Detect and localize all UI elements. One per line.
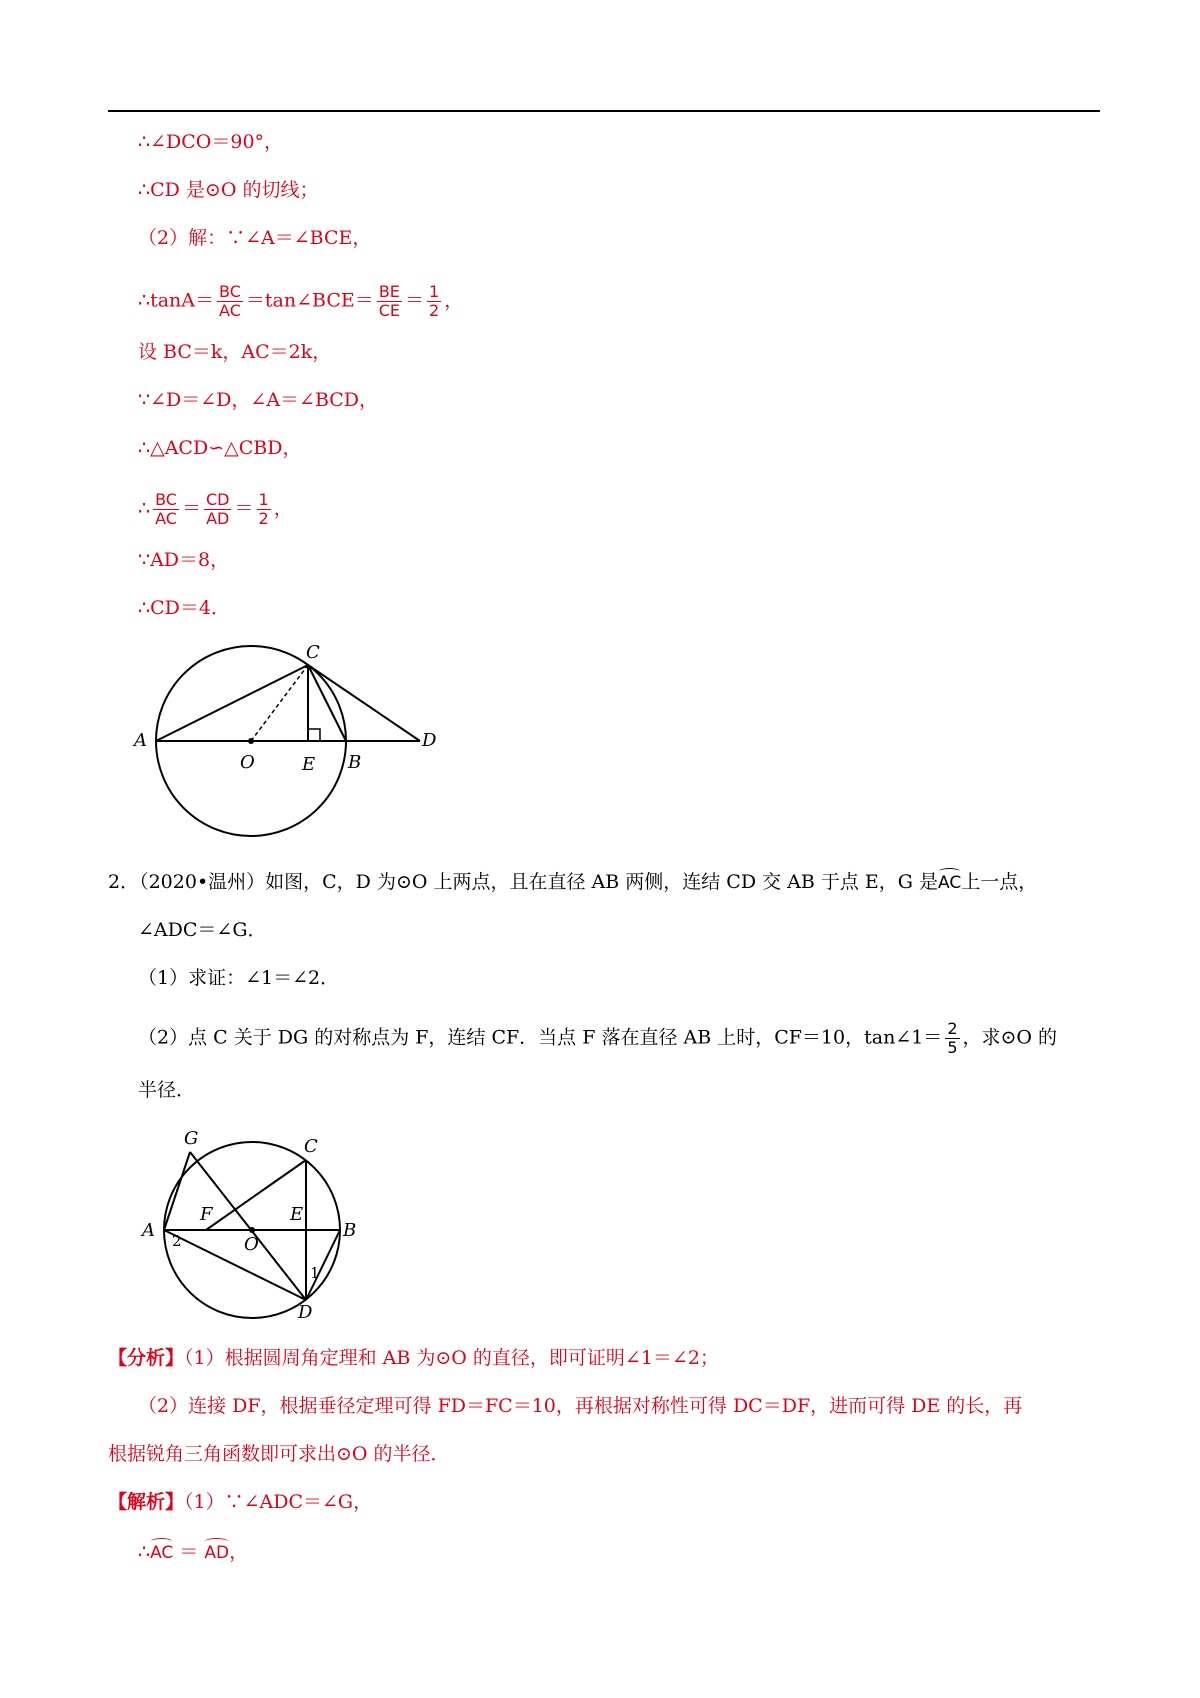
solution-line-cd: ∴CD＝4． xyxy=(138,597,230,619)
line-ad xyxy=(164,1230,306,1300)
label-angle-2: 2 xyxy=(172,1232,182,1250)
line-gd xyxy=(190,1152,306,1300)
tangent-text-c: 的切线； xyxy=(236,179,319,201)
fraction-denominator: 5 xyxy=(947,1038,958,1057)
label-c: C xyxy=(306,642,320,663)
analysis-line-1 xyxy=(108,1346,719,1370)
ratio-end: ， xyxy=(273,497,293,520)
tangent-text-a: ∴CD 是 xyxy=(138,179,205,201)
line-ga xyxy=(164,1152,190,1230)
fraction-denominator: 2 xyxy=(258,509,269,528)
label-angle-1: 1 xyxy=(310,1264,320,1282)
circle-o-symbol: ⊙O xyxy=(204,179,237,201)
figure-2-circle-chords xyxy=(140,1120,370,1320)
fraction-one-half xyxy=(427,283,441,320)
arc-ac: AC xyxy=(150,1543,174,1563)
label-a: A xyxy=(134,730,147,751)
arc-ad: AD xyxy=(204,1543,230,1563)
solution-line-angles: ∵∠D＝∠D，∠A＝∠BCD， xyxy=(138,389,379,411)
center-point xyxy=(248,738,254,744)
right-angle-mark xyxy=(308,729,320,741)
solution-tag: 【解析】 xyxy=(108,1491,185,1513)
fraction-be-ce xyxy=(377,283,402,320)
solution-line-similar: ∴△ACD∽△CBD， xyxy=(138,437,302,459)
label-b: B xyxy=(343,1220,357,1241)
fraction-denominator: AC xyxy=(219,301,241,320)
solution-line-angle-dco: ∴∠DCO＝90°， xyxy=(138,131,284,153)
fraction-numerator: BC xyxy=(219,282,241,301)
tan-pre: ∴tanA＝ xyxy=(138,289,215,312)
problem-2-text-a: 2．（2020•温州）如图，C，D 为⊙O 上两点，且在直径 AB 两侧，连结 CD 交 AB 于点 E，G 是 xyxy=(108,871,938,893)
analysis-line-2: （2）连接 DF，根据垂径定理可得 FD＝FC＝10，再根据对称性可得 DC＝DF，进而可得 DE 的长，再 xyxy=(138,1395,1023,1417)
line-cd xyxy=(308,665,420,741)
solution-line-tan xyxy=(138,283,463,320)
part-2-text-b: ，求⊙O 的 xyxy=(962,1026,1058,1049)
part-2-text-a: （2）点 C 关于 DG 的对称点为 F，连结 CF．当点 F 落在直径 AB 上时，CF＝10，tan∠1＝ xyxy=(138,1026,943,1049)
center-point xyxy=(249,1227,255,1233)
ratio-eq1: ＝ xyxy=(181,497,201,520)
fraction-denominator: AC xyxy=(155,509,177,528)
label-e: E xyxy=(290,1204,304,1225)
analysis-tag: 【分析】 xyxy=(108,1347,185,1369)
solution-end: ， xyxy=(229,1541,249,1563)
label-e: E xyxy=(302,754,316,775)
ratio-eq2: ＝ xyxy=(234,497,254,520)
problem-2-text-b: 上一点， xyxy=(961,871,1038,893)
fraction-numerator: 1 xyxy=(429,282,440,301)
fraction-numerator: BC xyxy=(155,490,177,509)
fraction-one-half xyxy=(257,491,271,528)
analysis-text-1: （1）根据圆周角定理和 AB 为⊙O 的直径，即可证明∠1＝∠2； xyxy=(184,1347,719,1369)
fraction-bc-ac xyxy=(153,491,179,528)
fraction-numerator: 2 xyxy=(947,1019,958,1038)
tan-end: ， xyxy=(444,289,464,312)
solution-equals: ＝ xyxy=(173,1541,205,1563)
solution-therefore: ∴ xyxy=(138,1541,151,1563)
label-o: O xyxy=(240,752,255,773)
line-ac xyxy=(156,665,308,741)
problem-2-part-2 xyxy=(138,1020,1057,1057)
tan-eq: ＝ xyxy=(405,289,425,312)
fraction-two-fifths xyxy=(945,1020,959,1057)
fraction-denominator: CE xyxy=(378,301,401,320)
analysis-line-3: 根据锐角三角函数即可求出⊙O 的半径． xyxy=(108,1443,450,1465)
label-d: D xyxy=(298,1302,313,1320)
solution-line-2 xyxy=(138,1540,248,1565)
problem-2-line-2: ∠ADC＝∠G． xyxy=(138,919,267,941)
solution-text-1: （1）∵∠ADC＝∠G， xyxy=(184,1491,373,1513)
label-f: F xyxy=(200,1204,213,1225)
solution-line-let: 设 BC＝k，AC＝2k， xyxy=(138,341,332,363)
label-g: G xyxy=(184,1128,199,1149)
solution-line-1 xyxy=(108,1490,372,1514)
arc-ac: AC xyxy=(938,873,962,893)
label-b: B xyxy=(348,752,362,773)
solution-line-ad: ∵AD＝8， xyxy=(138,549,230,571)
fraction-numerator: CD xyxy=(205,490,230,509)
fraction-bc-ac xyxy=(217,283,243,320)
label-a: A xyxy=(142,1220,155,1241)
label-d: D xyxy=(422,730,437,751)
line-oc-dashed xyxy=(251,665,308,741)
label-c: C xyxy=(304,1136,318,1157)
fraction-numerator: BE xyxy=(378,282,400,301)
figure-1-circle-tangent xyxy=(130,638,450,848)
fraction-denominator: 2 xyxy=(429,301,440,320)
tan-mid: ＝tan∠BCE＝ xyxy=(245,289,374,312)
solution-line-ratio xyxy=(138,491,293,528)
problem-2-line-1 xyxy=(108,870,1037,895)
solution-line-part2-start: （2）解：∵∠A＝∠BCE， xyxy=(138,227,372,249)
problem-2-radius: 半径． xyxy=(138,1079,196,1101)
fraction-cd-ad xyxy=(204,491,232,528)
label-o: O xyxy=(244,1234,259,1255)
header-rule xyxy=(108,110,1100,112)
fraction-denominator: AD xyxy=(206,509,230,528)
problem-2-part-1: （1）求证：∠1＝∠2． xyxy=(138,967,340,989)
ratio-pre: ∴ xyxy=(138,497,151,520)
fraction-numerator: 1 xyxy=(258,490,269,509)
solution-line-tangent xyxy=(138,178,318,202)
